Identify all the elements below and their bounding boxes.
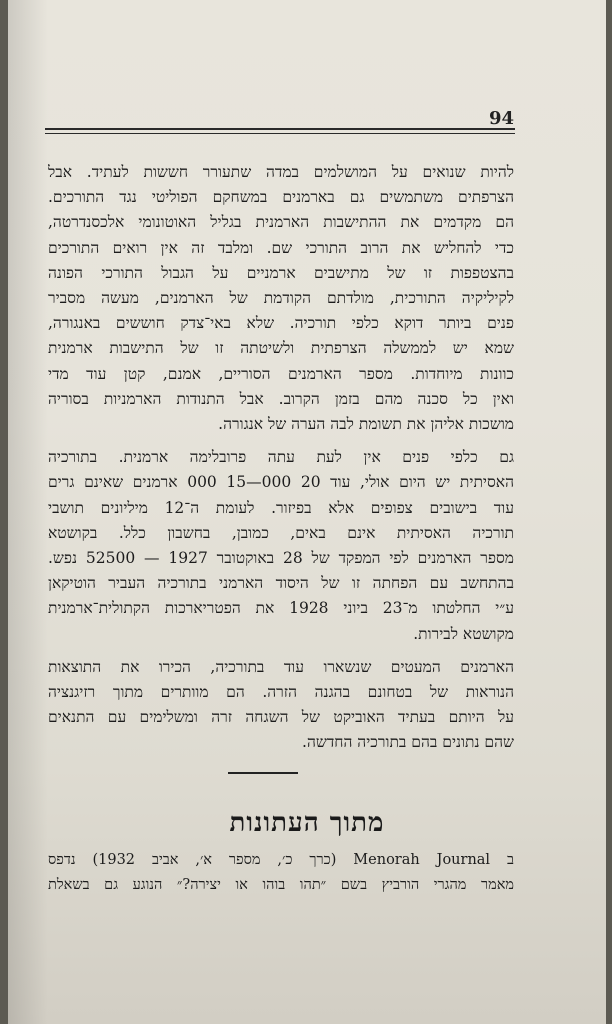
text-line: בהתחשב עם הפחתה זו של היסוד הארמני בתורכיה העביר הוטיקאן	[48, 574, 514, 593]
gutter-shadow	[8, 0, 48, 1024]
text-line: מושכות אליהן את תשומת לבה הערה של אנגורה.	[218, 415, 514, 434]
paragraph-1	[48, 160, 514, 437]
text-line: שמא יש לממשלה הצרפתית ולשיטתה זו של התישבות ארמנית	[48, 339, 514, 358]
section-text	[48, 848, 514, 898]
text-line: ע״י החלטתו מ־23 ביוני 1928 את הפטריארכות הקתולית־ארמנית	[48, 599, 514, 618]
header-rule-thin	[45, 133, 515, 134]
section-heading: מתוך העתונות	[229, 808, 385, 838]
text-line: ואין כל סכנה מהם בזמן הקרוב. אבל התנודות הארמניות בסוריה	[48, 389, 514, 408]
paragraph-gap	[48, 437, 514, 445]
text-line: הם מקדמים את ההתישבות הארמנית בגליל האוטונומי אלכסנדרטה,	[48, 213, 514, 232]
text-line: תורכיה האסיתית אינם באים, כמובן, בחשבון כלל. בקושטא	[48, 523, 514, 542]
text-line: מספר הארמנים לפי המפקד של 28 באוקטובר 1927 — 52500 נפש.	[48, 549, 514, 568]
header-rule-thick	[45, 128, 515, 130]
text-line: פנים ביותר דוקא כלפי תורכיה. שלא באי־צדק חוששים באנגורה,	[48, 314, 514, 333]
section-separator	[228, 772, 298, 774]
text-line: עוד בישובים צפופים אלא בפיזור. לעומת ה־12 מיליונים תושבי	[48, 498, 514, 517]
page-number: 94	[488, 108, 514, 129]
text-line: כוונות מיוחדות. מספר הארמנים הסוריים, אמנם, קטן עוד מדי	[48, 364, 514, 383]
paragraph-3	[48, 655, 514, 756]
paragraph-gap	[48, 647, 514, 655]
text-line: הארמנים המעטים שנשארו עוד בתורכיה, הכירו את התוצאות	[48, 657, 514, 676]
text-line: להיות שנואים על המושלמים במדה שתעורר חששות לעתיד. אבל	[48, 163, 514, 181]
text-line: שהם נתונים בהם בתורכיה החדשה.	[302, 733, 514, 752]
text-line: מקושטא לבירות.	[413, 624, 514, 643]
text-line: גם כלפי פנים אין לעת עתה פרובלימה ארמנית. בתורכיה	[48, 448, 514, 467]
text-line: האסיתית יש היום אולי, עוד 20 000—15 000 ארמנים שאינם גרים	[48, 473, 514, 492]
text-line: כדי להחליש את הרוב התורכי שם. ומלבד זה אין רואים התורכים	[48, 238, 514, 257]
paragraph-2	[48, 445, 514, 647]
text-line: מאמר מהגרי הורביץ בשם ״תהו בוהו או יצירה?״ הנוגע גם בשאלת	[48, 877, 514, 893]
book-page	[8, 0, 606, 1024]
text-line: בהצטפפות זו של מתישבים ארמניים על הגבול התורכי הפונה	[48, 263, 514, 282]
body-text	[48, 160, 514, 756]
text-line: הצרפתים משתמשים גם בארמנים במשחקם הפוליטי נגד התורכים.	[48, 188, 514, 207]
text-line: על היותם בעתיד האוביקט של השגחה זרה ומשלימים עם התנאים	[48, 708, 514, 727]
text-line: לקיליקיה התורכית, מולדתם הקודמת של הארמנים, מעשה מסביר	[48, 289, 514, 308]
text-line: ב Menorah Journal (כרך כ׳, מספר א׳, אביב 1932) נדפס	[48, 852, 514, 868]
text-line: הנוראות של בטחונם בהגנה הזרה. הם מוותרים מתוך רזיגנציה	[48, 683, 514, 702]
